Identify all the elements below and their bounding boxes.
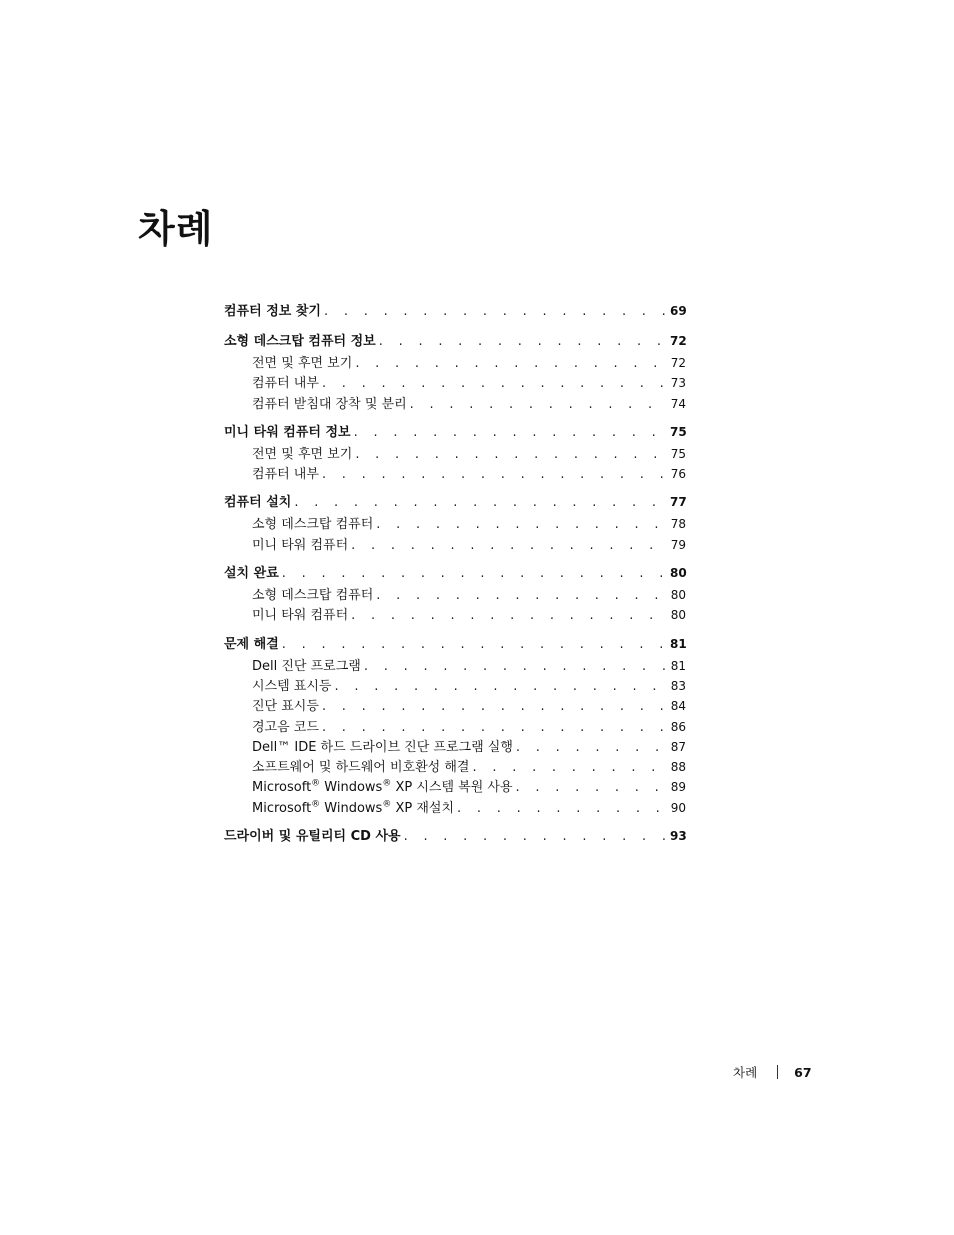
dot-leader [379,334,668,349]
toc-entry-label: 컴퓨터 받침대 장착 및 분리 [252,396,407,412]
toc-entry-label: 소프트웨어 및 하드웨어 비호환성 해결 [252,760,470,776]
toc-entry-label: Dell™ IDE 하드 드라이브 진단 프로그램 실행 [252,739,513,755]
dot-leader [472,760,668,775]
dot-leader [294,495,668,510]
toc-section [224,825,686,847]
toc-page-number: 72 [670,334,687,348]
toc-entry-label: 전면 및 후면 보기 [252,356,353,371]
toc-page-number: 83 [670,678,686,693]
toc-section [224,633,686,817]
toc-page-number: 74 [670,396,686,411]
toc-entry[interactable] [224,825,686,847]
toc-subentry[interactable] [224,756,686,776]
toc-page-number: 72 [670,356,686,370]
toc-entry-label: 설치 완료 [224,566,279,582]
dot-leader [404,829,668,844]
toc-page-number: 84 [670,699,686,714]
toc-entry-label: 컴퓨터 내부 [252,467,319,483]
dot-leader [376,588,668,603]
toc-subentry[interactable] [224,352,686,372]
toc-entry-label: 컴퓨터 정보 찾기 [224,304,321,319]
toc-entry-label: 소형 데스크탑 컴퓨터 [252,517,374,533]
dot-leader [351,608,668,623]
toc-subentry[interactable] [224,695,686,715]
dot-leader [516,780,668,795]
toc-subentry[interactable] [224,393,686,413]
toc-entry-label: 드라이버 및 유틸리티 CD 사용 [224,829,401,845]
toc-page-number: 75 [670,446,686,461]
toc-entry[interactable] [224,330,686,352]
toc-section [224,300,686,322]
dot-leader [355,356,668,371]
toc-entry-label: 시스템 표시등 [252,678,332,694]
dot-leader [354,425,668,440]
dot-leader [355,447,668,462]
dot-leader [282,566,668,581]
toc-page-number: 88 [670,760,686,775]
footer-page-number: 67 [794,1064,812,1080]
page-footer [733,1063,812,1081]
toc-page-number: 81 [670,658,686,673]
toc-subentry[interactable] [224,604,686,624]
toc-page-number: 93 [670,829,687,844]
toc-subentry[interactable] [224,736,686,756]
toc-page-number: 69 [670,304,687,318]
table-of-contents [224,300,686,855]
footer-label: 차례 [733,1065,758,1080]
dot-leader [324,304,668,319]
toc-subentry[interactable] [224,716,686,736]
dot-leader [457,801,668,816]
dot-leader [376,517,668,532]
toc-section [224,421,686,484]
toc-entry[interactable] [224,491,686,513]
toc-subentry[interactable] [224,797,686,817]
toc-page-number: 73 [670,376,686,391]
toc-entry-label: 미니 타워 컴퓨터 [252,537,349,553]
toc-entry-label: 전면 및 후면 보기 [252,446,353,462]
toc-section [224,562,686,625]
toc-page-number: 76 [670,467,686,482]
toc-entry-label: 미니 타워 컴퓨터 정보 [224,424,351,440]
toc-subentry[interactable] [224,675,686,695]
toc-entry-label: 경고음 코드 [252,719,319,735]
toc-entry-label: 컴퓨터 내부 [252,376,319,392]
dot-leader [282,637,668,652]
dot-leader [322,720,668,735]
toc-page-number: 79 [670,537,686,552]
toc-page-number: 75 [670,424,687,439]
toc-page-number: 78 [670,517,686,532]
toc-page-number: 77 [670,495,687,510]
toc-subentry[interactable] [224,534,686,554]
toc-subentry[interactable] [224,372,686,392]
page-title: 차례 [138,207,214,251]
toc-entry-label: 컴퓨터 설치 [224,495,292,511]
toc-page-number: 81 [670,636,687,651]
toc-page-number: 87 [670,739,686,754]
toc-entry-label: 미니 타워 컴퓨터 [252,608,349,624]
toc-subentry[interactable] [224,776,686,796]
toc-section [224,330,686,413]
footer-divider [777,1065,778,1079]
toc-page-number: 86 [670,719,686,734]
toc-entry-label: Microsoft® Windows® XP 시스템 복원 사용 [252,779,513,796]
dot-leader [334,679,668,694]
toc-page-number: 90 [670,800,686,815]
toc-subentry[interactable] [224,463,686,483]
toc-page-number: 80 [670,588,686,603]
toc-entry[interactable] [224,633,686,655]
toc-entry-label: 소형 데스크탑 컴퓨터 정보 [224,334,376,349]
toc-page-number: 80 [670,608,686,623]
dot-leader [351,538,668,553]
toc-entry[interactable] [224,562,686,584]
dot-leader [322,467,668,482]
toc-page-number: 89 [670,780,686,795]
toc-entry-label: Dell 진단 프로그램 [252,658,361,674]
dot-leader [410,397,668,412]
dot-leader [516,740,668,755]
toc-entry[interactable] [224,421,686,443]
toc-section [224,491,686,554]
toc-entry-label: Microsoft® Windows® XP 재설치 [252,799,455,816]
toc-subentry[interactable] [224,443,686,463]
toc-subentry[interactable] [224,513,686,533]
toc-subentry[interactable] [224,655,686,675]
toc-page-number: 80 [670,566,687,581]
dot-leader [322,376,668,391]
dot-leader [322,699,668,714]
toc-subentry[interactable] [224,584,686,604]
dot-leader [364,659,668,674]
toc-entry-label: 문제 해결 [224,636,279,652]
toc-entry-label: 소형 데스크탑 컴퓨터 [252,588,374,604]
toc-entry[interactable] [224,300,686,322]
toc-entry-label: 진단 표시등 [252,699,319,715]
